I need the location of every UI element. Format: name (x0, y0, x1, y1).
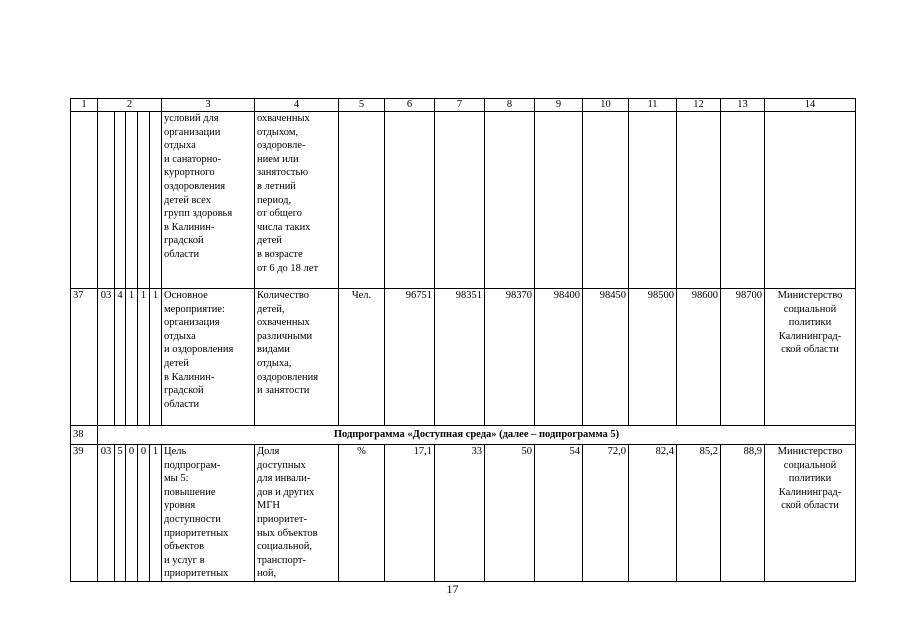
measure-name-cell: Цель подпрограм- мы 5: повышение уровня доступности приоритетных объектов и услуг в приоритетных (162, 445, 255, 582)
program-indicators-table (70, 98, 856, 582)
code-cell: 1 (150, 445, 162, 582)
code-cell: 5 (115, 445, 126, 582)
value-cell: 98450 (583, 289, 629, 426)
row-number-cell (71, 112, 98, 289)
header-col-4: 4 (255, 99, 339, 112)
value-cell (435, 112, 485, 289)
value-cell: 50 (485, 445, 535, 582)
code-cell: 1 (126, 289, 138, 426)
table-row-39 (71, 445, 856, 582)
value-cell (629, 112, 677, 289)
value-cell: 85,2 (677, 445, 721, 582)
measure-name-cell: Основное мероприятие: организация отдыха и оздоровления детей в Калинин- градской области (162, 289, 255, 426)
unit-cell: % (339, 445, 385, 582)
value-cell: 98351 (435, 289, 485, 426)
header-col-14: 14 (765, 99, 856, 112)
header-col-6: 6 (385, 99, 435, 112)
unit-cell: Чел. (339, 289, 385, 426)
table-row-38 (71, 426, 856, 445)
value-cell (677, 112, 721, 289)
code-cell (115, 112, 126, 289)
value-cell: 72,0 (583, 445, 629, 582)
code-cell: 03 (98, 445, 115, 582)
value-cell: 96751 (385, 289, 435, 426)
value-cell: 98600 (677, 289, 721, 426)
value-cell (583, 112, 629, 289)
value-cell: 98700 (721, 289, 765, 426)
code-cell (138, 112, 150, 289)
code-cell: 1 (150, 289, 162, 426)
responsible-cell (765, 112, 856, 289)
value-cell: 33 (435, 445, 485, 582)
value-cell (485, 112, 535, 289)
value-cell: 98370 (485, 289, 535, 426)
value-cell (721, 112, 765, 289)
row-number-cell: 38 (71, 426, 98, 445)
code-cell: 0 (126, 445, 138, 582)
subprogram-title: Подпрограмма «Доступная среда» (далее – подпрограмма 5) (98, 426, 856, 445)
responsible-cell: Министерство социальной политики Калининград- ской области (765, 289, 856, 426)
table-row-37 (71, 289, 856, 426)
unit-cell (339, 112, 385, 289)
row-number-cell: 37 (71, 289, 98, 426)
value-cell: 88,9 (721, 445, 765, 582)
header-col-1: 1 (71, 99, 98, 112)
header-col-12: 12 (677, 99, 721, 112)
value-cell: 82,4 (629, 445, 677, 582)
value-cell (385, 112, 435, 289)
table-row-continuation (71, 112, 856, 289)
indicator-name-cell: Доля доступных для инвали- дов и других МГН приоритет- ных объектов социальной, транспорт- ной, (255, 445, 339, 582)
header-col-2: 2 (98, 99, 162, 112)
value-cell: 98400 (535, 289, 583, 426)
column-number-header-row (71, 99, 856, 112)
header-col-7: 7 (435, 99, 485, 112)
code-cell (126, 112, 138, 289)
header-col-13: 13 (721, 99, 765, 112)
value-cell: 17,1 (385, 445, 435, 582)
code-cell: 03 (98, 289, 115, 426)
header-col-11: 11 (629, 99, 677, 112)
header-col-10: 10 (583, 99, 629, 112)
code-cell (98, 112, 115, 289)
indicator-name-cell: охваченных отдыхом, оздоровле- нием или занятостью в летний период, от общего числа таких детей в возрасте от 6 до 18 лет (255, 112, 339, 289)
header-col-8: 8 (485, 99, 535, 112)
indicator-name-cell: Количество детей, охваченных различными видами отдыха, оздоровления и занятости (255, 289, 339, 426)
value-cell (535, 112, 583, 289)
responsible-cell: Министерство социальной политики Калининград- ской области (765, 445, 856, 582)
value-cell: 54 (535, 445, 583, 582)
code-cell: 1 (138, 289, 150, 426)
code-cell: 0 (138, 445, 150, 582)
measure-name-cell: условий для организации отдыха и санаторно- курортного оздоровления детей всех групп здоровья в Калинин- градской области (162, 112, 255, 289)
header-col-3: 3 (162, 99, 255, 112)
header-col-9: 9 (535, 99, 583, 112)
page-number: 17 (446, 582, 459, 596)
value-cell: 98500 (629, 289, 677, 426)
header-col-5: 5 (339, 99, 385, 112)
row-number-cell: 39 (71, 445, 98, 582)
code-cell: 4 (115, 289, 126, 426)
code-cell (150, 112, 162, 289)
